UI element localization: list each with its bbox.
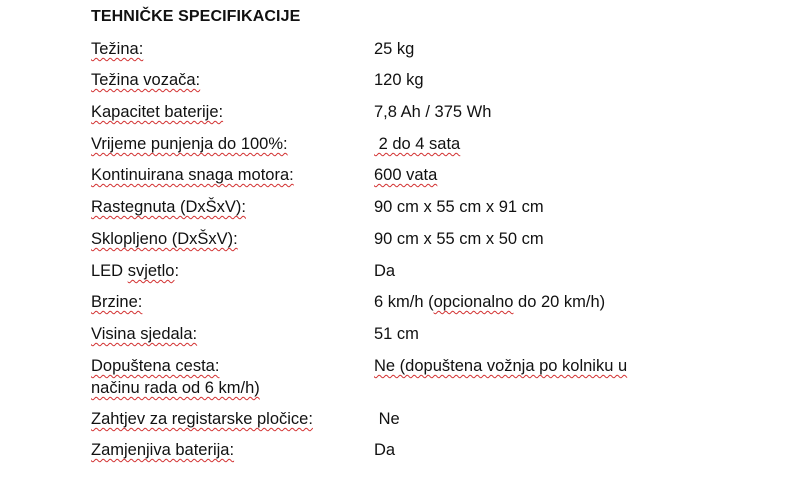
spec-label: Rastegnuta (DxŠxV): <box>91 198 246 216</box>
spec-label: Brzine: <box>91 293 143 311</box>
page-title: TEHNIČKE SPECIFIKACIJE <box>91 8 301 25</box>
spec-value: Da <box>374 262 396 280</box>
spec-value: 600 vata <box>374 166 438 184</box>
spec-label: Dopuštena cesta: načinu rada od 6 km/h) <box>91 357 260 397</box>
spec-value: 6 km/h (opcionalno do 20 km/h) <box>374 293 606 311</box>
spec-value: Ne (dopuštena vožnja po kolniku u <box>374 357 628 375</box>
spec-value: 90 cm x 55 cm x 91 cm <box>374 198 544 216</box>
spec-label: Vrijeme punjenja do 100%: <box>91 135 288 153</box>
spec-value: 120 kg <box>374 71 424 89</box>
spec-label: Težina: <box>91 40 144 58</box>
spec-label: Zahtjev za registarske pločice: <box>91 410 313 428</box>
spec-label: Kontinuirana snaga motora: <box>91 166 294 184</box>
spec-value: Ne <box>374 410 400 428</box>
spec-label: Visina sjedala: <box>91 325 198 343</box>
spec-value: 7,8 Ah / 375 Wh <box>374 103 492 121</box>
spec-label: Zamjenjiva baterija: <box>91 441 235 459</box>
spec-value: 25 kg <box>374 40 415 58</box>
spec-value: 90 cm x 55 cm x 50 cm <box>374 230 544 248</box>
spec-value: 51 cm <box>374 325 419 343</box>
spec-label: Kapacitet baterije: <box>91 103 224 121</box>
spec-label: LED svjetlo: <box>91 262 180 280</box>
spec-label: Sklopljeno (DxŠxV): <box>91 230 238 248</box>
spec-value: Da <box>374 441 396 459</box>
spec-label: Težina vozača: <box>91 71 201 89</box>
spec-value: 2 do 4 sata <box>374 135 461 153</box>
